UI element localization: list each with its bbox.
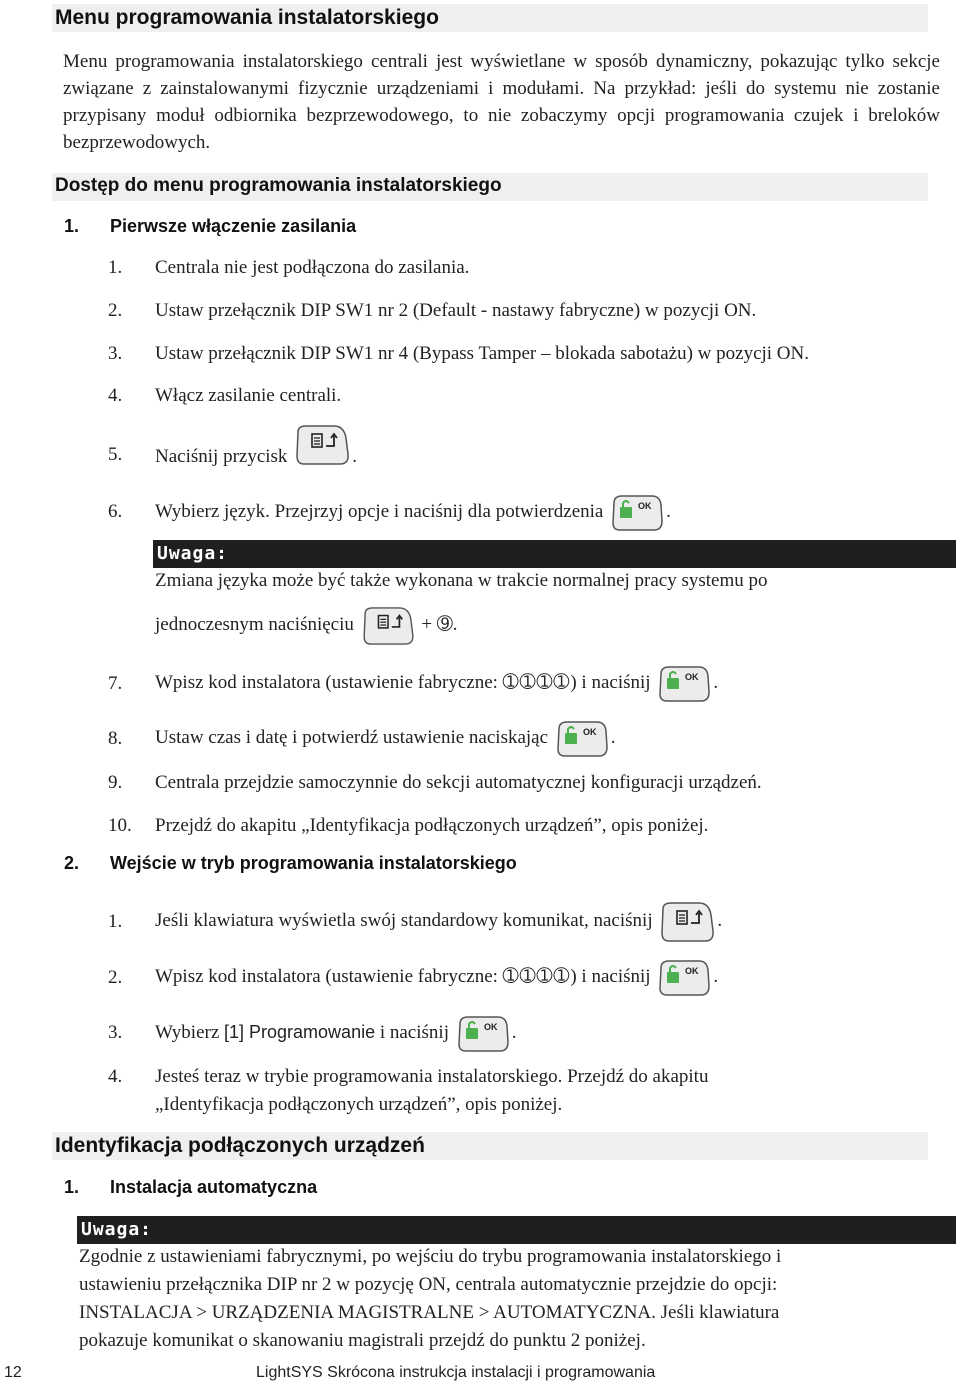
ok-key-icon: [610, 493, 664, 533]
ok-key-icon: [456, 1014, 510, 1054]
step-number: 3.: [108, 1022, 123, 1043]
step-number: 6.: [108, 501, 123, 522]
step-text-row: [155, 482, 671, 542]
note-text: pokazuje komunikat o skanowaniu magistrali przejdź do punktu 2 poniżej.: [79, 1330, 646, 1351]
note-label: Uwaga:: [157, 543, 229, 564]
step-text-row: [155, 1002, 516, 1063]
step-text-row: [155, 424, 357, 487]
step-number: 4.: [108, 385, 123, 406]
step-text: Przejdź do akapitu „Identyfikacja podłączonych urządzeń”, opis poniżej.: [155, 815, 709, 836]
step-number: 2.: [108, 967, 123, 988]
page-number: 12: [4, 1364, 22, 1381]
step-number: 1.: [108, 257, 123, 278]
note-plus: +: [421, 614, 433, 635]
step-text-row: [155, 891, 722, 951]
step-text-row: [155, 653, 718, 713]
ok-key-icon: [555, 719, 609, 759]
step-number: 9.: [108, 772, 123, 793]
step-end: .: [713, 672, 719, 693]
section-title: Pierwsze włączenie zasilania: [110, 216, 357, 236]
note-end: .: [452, 614, 458, 635]
step-text: i naciśnij: [379, 1022, 449, 1043]
step-text: Naciśnij przycisk: [155, 446, 288, 467]
step-text: ) i naciśnij: [570, 966, 651, 987]
ok-key-icon: [657, 958, 711, 998]
section-heading-access: Dostęp do menu programowania instalatorskiego: [55, 175, 502, 196]
step-text: Wybierz język. Przejrzyj opcje i naciśnij dla potwierdzenia: [155, 501, 604, 522]
menu-back-key-icon: [659, 901, 715, 943]
step-text: Wybierz: [155, 1022, 220, 1043]
step-text: ) i naciśnij: [570, 672, 651, 693]
step-text: „Identyfikacja podłączonych urządzeń”, opis poniżej.: [155, 1094, 563, 1115]
step-text: Ustaw przełącznik DIP SW1 nr 4 (Bypass Tamper – blokada sabotażu) w pozycji ON.: [155, 343, 809, 364]
svg-text:OK: OK: [582, 726, 597, 737]
step-number: 3.: [108, 343, 123, 364]
step-text-row: [155, 708, 616, 768]
note-text: Zgodnie z ustawieniami fabrycznymi, po wejściu do trybu programowania instalatorskiego i: [79, 1246, 782, 1267]
section-heading-ident: Identyfikacja podłączonych urządzeń: [55, 1134, 425, 1157]
step-number: 7.: [108, 673, 123, 694]
svg-text:OK: OK: [685, 965, 699, 976]
step-end: .: [717, 910, 723, 931]
svg-text:OK: OK: [685, 671, 699, 682]
step-text: Jesteś teraz w trybie programowania instalatorskiego. Przejdź do akapitu: [155, 1066, 709, 1087]
step-end: .: [511, 1022, 517, 1043]
step-number: 4.: [108, 1066, 123, 1087]
note-text: jednoczesnym naciśnięciu: [155, 614, 354, 635]
note-text-row: [155, 597, 458, 653]
svg-text:OK: OK: [483, 1021, 498, 1032]
section-number: 1.: [64, 1177, 80, 1197]
section-number: 2.: [64, 853, 80, 873]
step-number: 8.: [108, 728, 123, 749]
step-text-row: [155, 947, 718, 1007]
note-label-bar: [153, 540, 956, 568]
menu-back-key-icon: [361, 606, 415, 646]
ok-key-icon: [657, 664, 711, 704]
note-label: Uwaga:: [81, 1219, 153, 1240]
step-text: Ustaw przełącznik DIP SW1 nr 2 (Default - nastawy fabryczne) w pozycji ON.: [155, 300, 757, 321]
note-text: INSTALACJA > URZĄDZENIA MAGISTRALNE > AUTOMATYCZNA. Jeśli klawiatura: [79, 1302, 780, 1323]
note-text: Zmiana języka może być także wykonana w trakcie normalnej pracy systemu po: [155, 570, 768, 591]
installer-code: ➀➀➀➀: [502, 966, 571, 987]
step-end: .: [666, 501, 671, 522]
step-text: Centrala nie jest podłączona do zasilania.: [155, 257, 470, 278]
svg-text:OK: OK: [638, 500, 652, 511]
step-text: Jeśli klawiatura wyświetla swój standardowy komunikat, naciśnij: [155, 910, 653, 931]
step-text: Wpisz kod instalatora (ustawienie fabryczne:: [155, 966, 503, 987]
key-nine: ➈: [436, 614, 453, 635]
step-number: 1.: [108, 911, 123, 932]
step-text: Ustaw czas i datę i potwierdź ustawienie naciskając: [155, 727, 549, 748]
page-title: Menu programowania instalatorskiego: [55, 6, 439, 29]
step-end: .: [352, 446, 357, 467]
step-text: Centrala przejdzie samoczynnie do sekcji automatycznej konfiguracji urządzeń.: [155, 772, 762, 793]
step-number: 10.: [108, 815, 132, 836]
step-text: Włącz zasilanie centrali.: [155, 385, 342, 406]
note-label-bar: [77, 1216, 956, 1244]
step-number: 5.: [108, 444, 123, 465]
step-number: 2.: [108, 300, 123, 321]
section-title: Wejście w tryb programowania instalatorskiego: [110, 853, 517, 873]
step-end: .: [713, 966, 719, 987]
note-text: ustawieniu przełącznika DIP nr 2 w pozycję ON, centrala automatycznie przejdzie do opcji:: [79, 1274, 778, 1295]
section-number: 1.: [64, 216, 80, 236]
footer-title: LightSYS Skrócona instrukcja instalacji i programowania: [256, 1364, 656, 1381]
installer-code: ➀➀➀➀: [502, 672, 571, 693]
menu-option-label: [1] Programowanie: [224, 1022, 376, 1042]
step-text: Wpisz kod instalatora (ustawienie fabryczne:: [155, 672, 503, 693]
step-end: .: [610, 727, 616, 748]
intro-paragraph: Menu programowania instalatorskiego centrali jest wyświetlane w sposób dynamiczny, pokazując tylko sekcje związane z zainstalowanymi fizycznie urządzeniami i modułami. Na przykład: jeśli do systemu nie zostanie przypisany moduł odbiornika bezprzewodowego, to nie zobaczymy opcji programowania czujek i breloków bezprzewodowych.: [63, 51, 940, 153]
section-title: Instalacja automatyczna: [110, 1177, 318, 1197]
menu-back-key-icon: [294, 424, 350, 466]
